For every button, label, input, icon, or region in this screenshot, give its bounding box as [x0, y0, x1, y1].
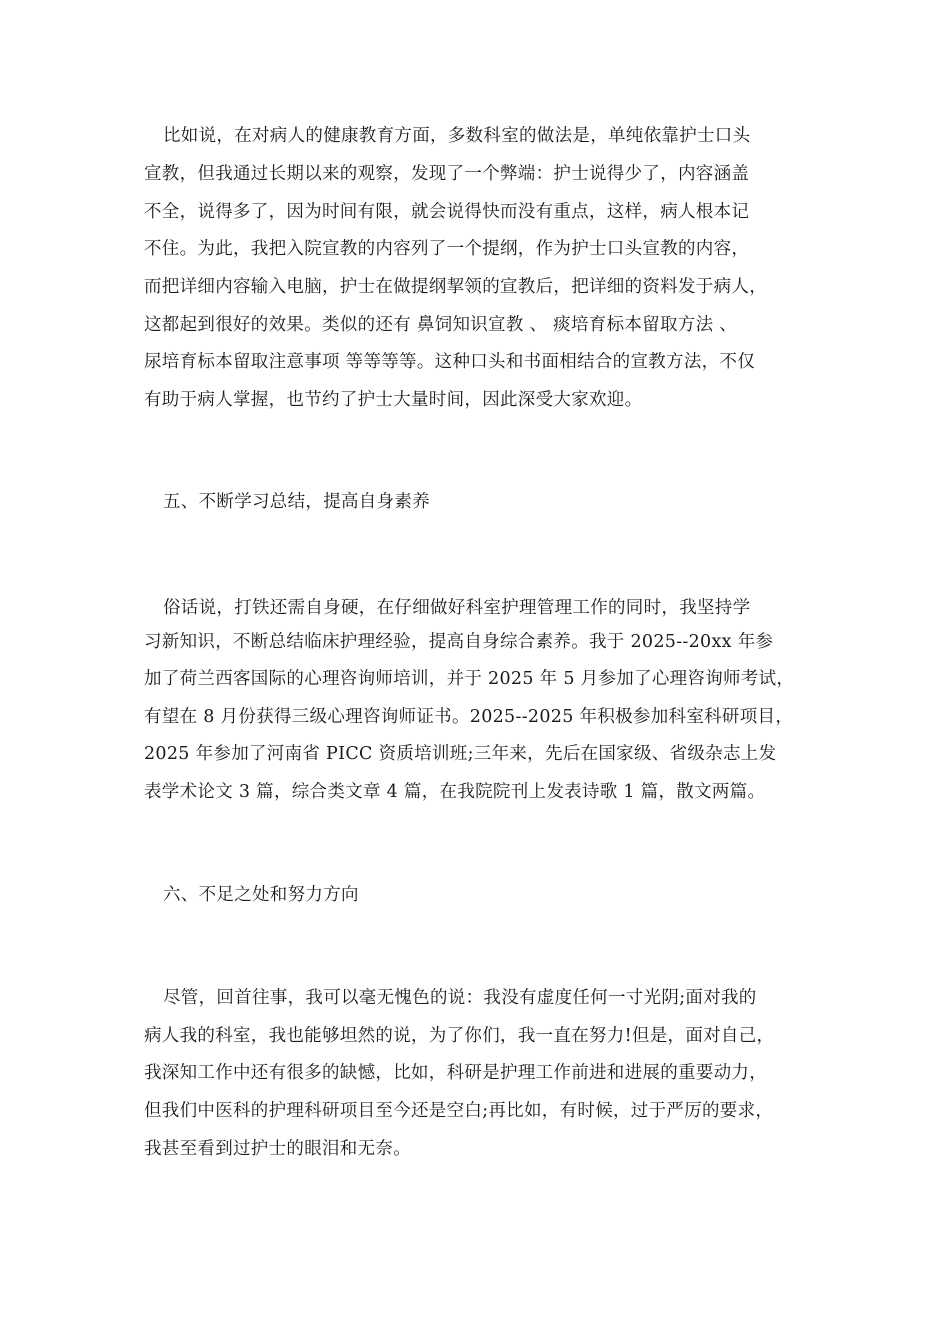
paragraph-line: 这都起到很好的效果。类似的还有 鼻饲知识宣教 、 痰培育标本留取方法 、	[144, 315, 738, 335]
paragraph-line: 2025 年参加了河南省 PICC 资质培训班;三年来，先后在国家级、省级杂志上发	[144, 744, 777, 764]
paragraph-line: 我深知工作中还有很多的缺憾，比如，科研是护理工作前进和进展的重要动力，	[144, 1063, 767, 1083]
paragraph-line: 比如说，在对病人的健康教育方面，多数科室的做法是，单纯依靠护士口头	[163, 126, 751, 146]
paragraph-line: 加了荷兰西客国际的心理咨询师培训，并于 2025 年 5 月参加了心理咨询师考试，	[144, 669, 795, 689]
paragraph-line: 不住。为此，我把入院宣教的内容列了一个提纲，作为护士口头宣教的内容，	[144, 239, 750, 259]
paragraph-line: 我甚至看到过护士的眼泪和无奈。	[144, 1139, 411, 1159]
paragraph-line: 习新知识，不断总结临床护理经验，提高自身综合素养。我于 2025--20xx 年参	[144, 632, 774, 652]
paragraph-line: 尿培育标本留取注意事项 等等等等。这种口头和书面相结合的宣教方法，不仅	[144, 352, 756, 372]
paragraph-line: 尽管，回首往事，我可以毫无愧色的说：我没有虚度任何一寸光阴;面对我的	[163, 988, 757, 1008]
section-heading-6: 六、不足之处和努力方向	[163, 885, 359, 905]
paragraph-line: 表学术论文 3 篇，综合类文章 4 篇，在我院院刊上发表诗歌 1 篇，散文两篇。	[144, 782, 766, 802]
paragraph-line: 病人我的科室，我也能够坦然的说，为了你们，我一直在努力!但是，面对自己，	[144, 1026, 775, 1046]
paragraph-line: 宣教，但我通过长期以来的观察，发现了一个弊端：护士说得少了，内容涵盖	[144, 164, 750, 184]
paragraph-line: 但我们中医科的护理科研项目至今还是空白;再比如，有时候，过于严厉的要求，	[144, 1101, 774, 1121]
paragraph-line: 不全，说得多了，因为时间有限，就会说得快而没有重点，这样，病人根本记	[144, 202, 750, 222]
paragraph-line: 而把详细内容输入电脑，护士在做提纲挈领的宣教后，把详细的资料发于病人，	[144, 277, 767, 297]
paragraph-line: 有助于病人掌握，也节约了护士大量时间，因此深受大家欢迎。	[144, 390, 643, 410]
paragraph-line: 俗话说，打铁还需自身硬，在仔细做好科室护理管理工作的同时，我坚持学	[163, 598, 751, 618]
section-heading-5: 五、不断学习总结，提高自身素养	[163, 492, 430, 512]
paragraph-line: 有望在 8 月份获得三级心理咨询师证书。2025--2025 年积极参加科室科研项目，	[144, 707, 794, 727]
